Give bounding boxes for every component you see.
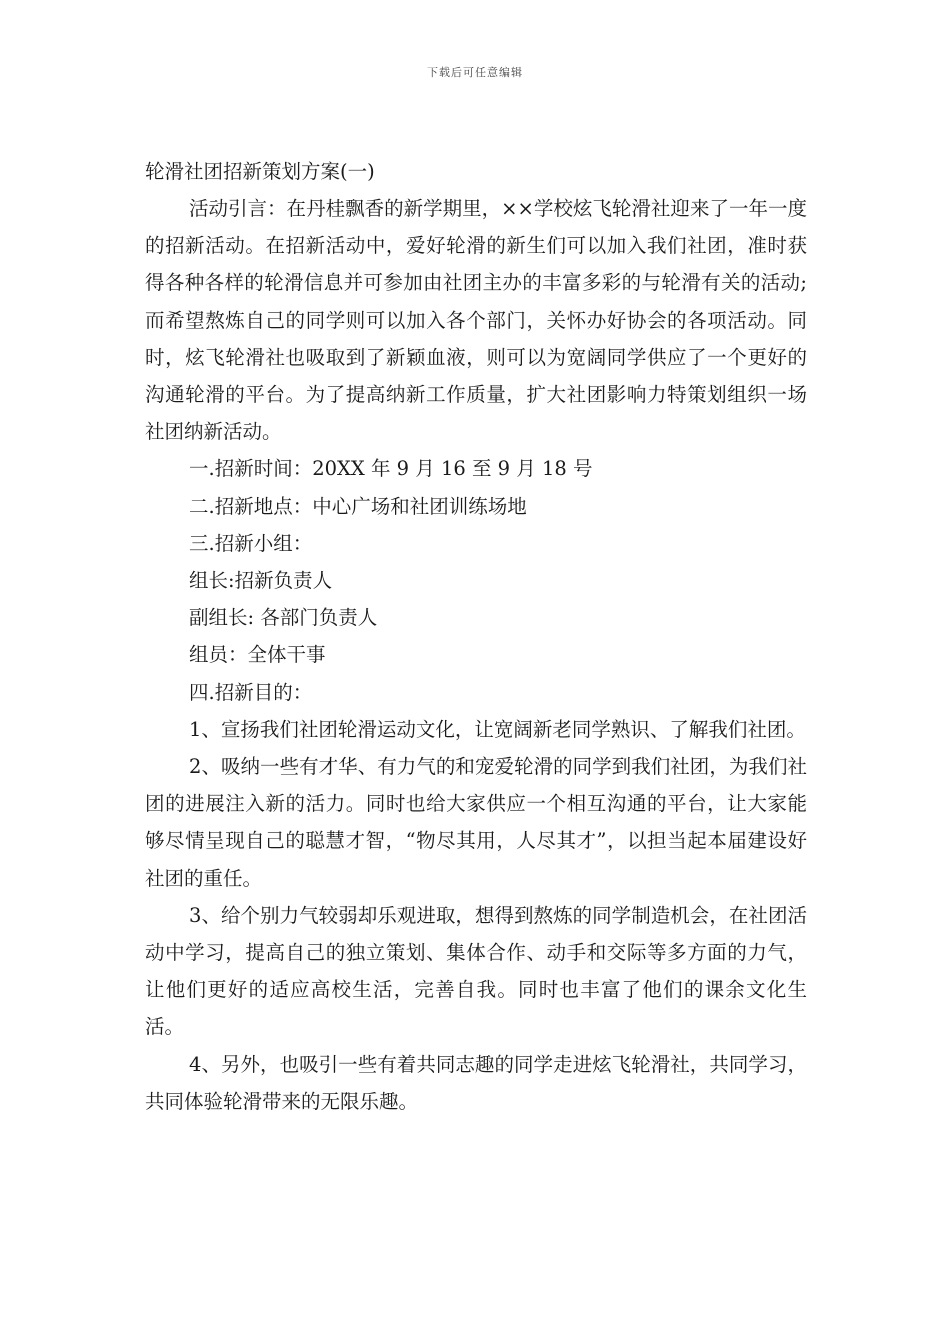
group-leader: 组长:招新负责人 bbox=[189, 568, 333, 592]
purpose-item-2: 2、吸纳一些有才华、有力气的和宠爱轮滑的同学到我们社团，为我们社团的进展注入新的活力。同时也给大家供应一个相互沟通的平台，让大家能够尽情呈现自己的聪慧才智，“物尽其用，人尽其才”，以担当起本届建设好社团的重任。 bbox=[145, 754, 807, 890]
recruit-group-heading: 三.招新小组： bbox=[189, 531, 313, 555]
recruit-purpose-heading: 四.招新目的： bbox=[189, 680, 313, 704]
purpose-item-3: 3、给个别力气较弱却乐观进取，想得到熬炼的同学制造机会，在社团活动中学习，提高自己的独立策划、集体合作、动手和交际等多方面的力气，让他们更好的适应高校生活，完善自我。同时也丰富了他们的课余文化生活。 bbox=[145, 903, 807, 1039]
recruit-place: 二.招新地点：中心广场和社团训练场地 bbox=[189, 494, 527, 518]
document-body bbox=[145, 153, 807, 1120]
group-members: 组员：全体干事 bbox=[189, 643, 326, 667]
intro-paragraph: 活动引言：在丹桂飘香的新学期里，××学校炫飞轮滑社迎来了一年一度的招新活动。在招新活动中，爱好轮滑的新生们可以加入我们社团，准时获得各种各样的轮滑信息并可参加由社团主办的丰富多彩的与轮滑有关的活动;而希望熬炼自己的同学则可以加入各个部门，关怀办好协会的各项活动。同时，炫飞轮滑社也吸取到了新颖血液，则可以为宽阔同学供应了一个更好的沟通轮滑的平台。为了提高纳新工作质量，扩大社团影响力特策划组织一场社团纳新活动。 bbox=[145, 197, 807, 444]
document-title: 轮滑社团招新策划方案(一) bbox=[145, 160, 375, 183]
recruit-time: 一.招新时间：20XX 年 9 月 16 至 9 月 18 号 bbox=[189, 457, 593, 481]
group-vice-leader: 副组长: 各部门负责人 bbox=[189, 606, 378, 630]
purpose-item-4: 4、另外，也吸引一些有着共同志趣的同学走进炫飞轮滑社，共同学习，共同体验轮滑带来的无限乐趣。 bbox=[145, 1052, 807, 1113]
purpose-item-1: 1、宣扬我们社团轮滑运动文化，让宽阔新老同学熟识、了解我们社团。 bbox=[189, 717, 806, 741]
page-header-note: 下载后可任意编辑 bbox=[427, 66, 523, 79]
